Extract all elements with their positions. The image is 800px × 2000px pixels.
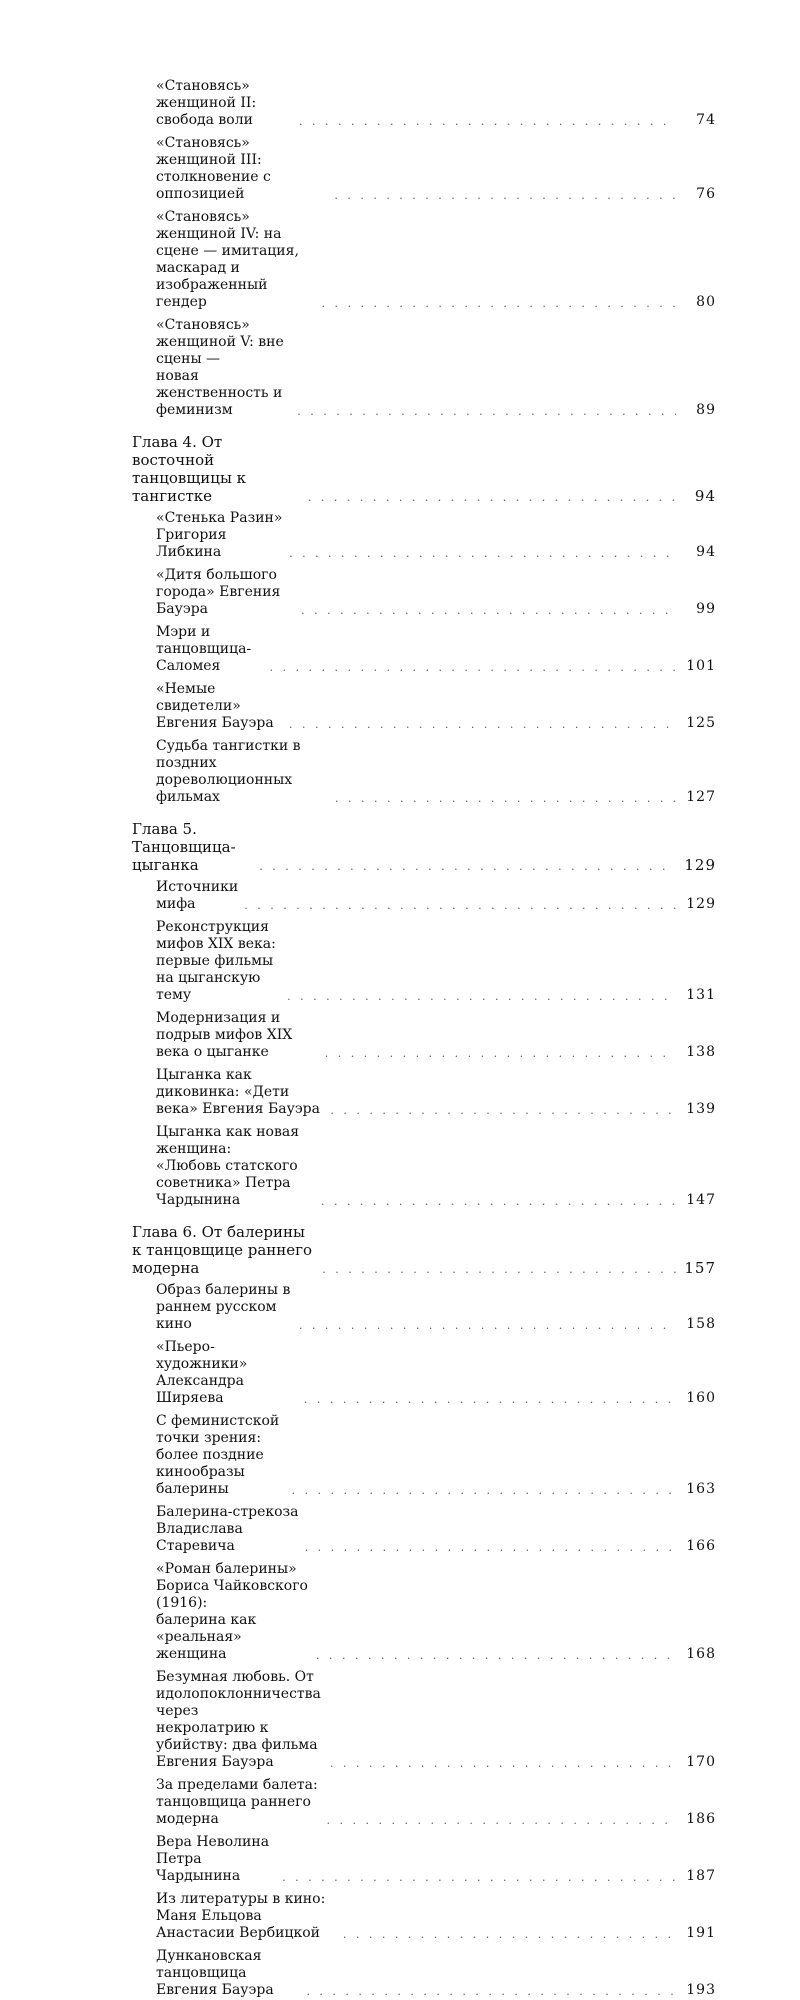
dot-leader <box>321 1194 676 1209</box>
toc-entry-page: 131 <box>686 987 716 1003</box>
toc-entry-title: Модернизация и подрыв мифов XIX века о цыганке <box>156 1010 293 1060</box>
toc-entry <box>132 1067 716 1118</box>
toc-chapter-title: Глава 4. От восточной танцовщицы к тангистке <box>132 433 247 505</box>
toc-entry-title: Из литературы в кино: Маня Ельцова Анастасии Вербицкой <box>156 1891 326 1941</box>
toc-entry <box>132 1561 716 1663</box>
toc-entry <box>132 1669 716 1771</box>
toc-entry-page: 99 <box>696 601 716 617</box>
dot-leader <box>327 1813 677 1828</box>
dot-leader <box>316 1648 676 1663</box>
toc-entry-title: «Становясь» женщиной IV: на сцене — имитация, маскарад и изображенный гендер <box>156 209 299 310</box>
toc-entry-page: 160 <box>686 1390 716 1406</box>
toc-entry <box>132 1413 716 1498</box>
toc-entry-page: 127 <box>686 789 716 805</box>
dot-leader <box>330 1103 676 1118</box>
toc-entry-title: Безумная любовь. От идолопоклонничества через некролатрию к убийству: два фильма Евгения Бауэра <box>156 1669 321 1770</box>
toc-entry-title: Цыганка как диковинка: «Дети века» Евгения Бауэра <box>156 1067 320 1117</box>
dot-leader <box>259 859 676 874</box>
toc-entry <box>132 1124 716 1209</box>
toc-entry-page: 147 <box>686 1192 716 1208</box>
toc-chapter <box>132 820 716 874</box>
toc-entry-title: Судьба тангистки в поздних дореволюционных фильмах <box>156 738 301 805</box>
toc-entry-page: 193 <box>686 1982 716 1998</box>
toc-entry-page: 101 <box>686 658 716 674</box>
toc-chapter-title: Глава 5. Танцовщица-цыганка <box>132 820 236 874</box>
toc-entry <box>132 681 716 732</box>
toc-entry-page: 187 <box>686 1868 716 1884</box>
toc-entry-page: 80 <box>696 294 716 310</box>
toc-entry <box>132 317 716 419</box>
toc-chapter <box>132 433 716 505</box>
toc-entry <box>132 1339 716 1407</box>
toc-entry <box>132 624 716 675</box>
toc-entry-title: «Становясь» женщиной III: столкновение с оппозицией <box>156 135 271 202</box>
toc-entry <box>132 209 716 311</box>
toc-entry-page: 125 <box>686 715 716 731</box>
toc-entry-title: С феминистской точки зрения: более поздние кинообразы балерины <box>156 1413 280 1497</box>
toc-entry-title: За пределами балета: танцовщица раннего модерна <box>156 1777 318 1827</box>
toc-entry <box>132 1010 716 1061</box>
toc-entry-page: 158 <box>686 1316 716 1332</box>
toc-entry-title: «Стенька Разин» Григория Либкина <box>156 510 283 560</box>
toc-entry-title: Цыганка как новая женщина: «Любовь статского советника» Петра Чардынина <box>156 1124 300 1208</box>
toc-entry-page: 186 <box>686 1811 716 1827</box>
dot-leader <box>335 791 676 806</box>
toc-entry-page: 89 <box>696 402 716 418</box>
dot-leader <box>306 1984 676 1999</box>
dot-leader <box>321 296 676 311</box>
dot-leader <box>282 1870 676 1885</box>
dot-leader <box>287 989 676 1004</box>
toc-entry-page: 163 <box>686 1481 716 1497</box>
toc-entry <box>132 1834 716 1885</box>
toc-entry <box>132 1777 716 1828</box>
toc-entry-page: 191 <box>686 1925 716 1941</box>
toc-chapter-title: Глава 6. От балерины к танцовщице раннего модерна <box>132 1223 313 1277</box>
dot-leader <box>308 490 676 505</box>
toc-entry <box>132 919 716 1004</box>
dot-leader <box>343 1927 676 1942</box>
toc-entry-title: Мэри и танцовщица-Саломея <box>156 624 252 674</box>
dot-leader <box>289 717 676 732</box>
toc-entry <box>132 1948 716 1999</box>
toc-entry-title: Источники мифа <box>156 879 239 912</box>
toc-entry-page: 76 <box>696 186 716 202</box>
toc-entry-page: 138 <box>686 1044 716 1060</box>
toc-entry-page: 129 <box>686 896 716 912</box>
toc-entry <box>132 78 716 129</box>
dot-leader <box>299 114 676 129</box>
toc-entry-title: «Пьеро-художники» Александра Ширяева <box>156 1339 248 1406</box>
dot-leader <box>322 1262 676 1277</box>
toc-entry-page: 74 <box>696 112 716 128</box>
toc-entry-page: 139 <box>686 1101 716 1117</box>
toc-entry-page: 166 <box>686 1538 716 1554</box>
dot-leader <box>299 1318 676 1333</box>
dot-leader <box>270 660 676 675</box>
toc-entry-title: «Роман балерины» Бориса Чайковского (1916): балерина как «реальная» женщина <box>156 1561 308 1662</box>
toc-entry <box>132 1891 716 1942</box>
toc-entry-title: Дункановская танцовщица Евгения Бауэра <box>156 1948 274 1998</box>
toc-entry-title: Балерина-стрекоза Владислава Старевича <box>156 1504 299 1554</box>
toc-chapter-page: 94 <box>694 487 716 505</box>
toc-entry <box>132 1282 716 1333</box>
dot-leader <box>325 1046 676 1061</box>
toc-entry-page: 170 <box>686 1754 716 1770</box>
dot-leader <box>301 603 676 618</box>
toc-entry-title: «Дитя большого города» Евгения Бауэра <box>156 567 281 617</box>
toc-entry <box>132 510 716 561</box>
toc-chapter <box>132 1223 716 1277</box>
dot-leader <box>292 1483 676 1498</box>
dot-leader <box>297 404 676 419</box>
toc-entry-title: «Немые свидетели» Евгения Бауэра <box>156 681 274 731</box>
dot-leader <box>330 1756 676 1771</box>
toc-entry-title: Реконструкция мифов XIX века: первые фильмы на цыганскую тему <box>156 919 276 1003</box>
table-of-contents <box>132 78 716 2000</box>
toc-entry-title: Вера Неволина Петра Чардынина <box>156 1834 270 1884</box>
toc-entry <box>132 135 716 203</box>
dot-leader <box>289 546 676 561</box>
dot-leader <box>334 188 676 203</box>
toc-entry-title: «Становясь» женщиной V: вне сцены — новая женственность и феминизм <box>156 317 284 418</box>
toc-entry <box>132 1504 716 1555</box>
dot-leader <box>244 898 676 913</box>
toc-entry <box>132 879 716 913</box>
toc-entry <box>132 738 716 806</box>
toc-chapter-page: 157 <box>684 1259 716 1277</box>
dot-leader <box>304 1392 676 1407</box>
toc-entry-title: Образ балерины в раннем русском кино <box>156 1282 291 1332</box>
toc-entry-title: «Становясь» женщиной II: свобода воли <box>156 78 257 128</box>
dot-leader <box>305 1540 676 1555</box>
toc-entry <box>132 567 716 618</box>
toc-entry-page: 94 <box>696 544 716 560</box>
toc-entry-page: 168 <box>686 1646 716 1662</box>
toc-chapter-page: 129 <box>684 856 716 874</box>
